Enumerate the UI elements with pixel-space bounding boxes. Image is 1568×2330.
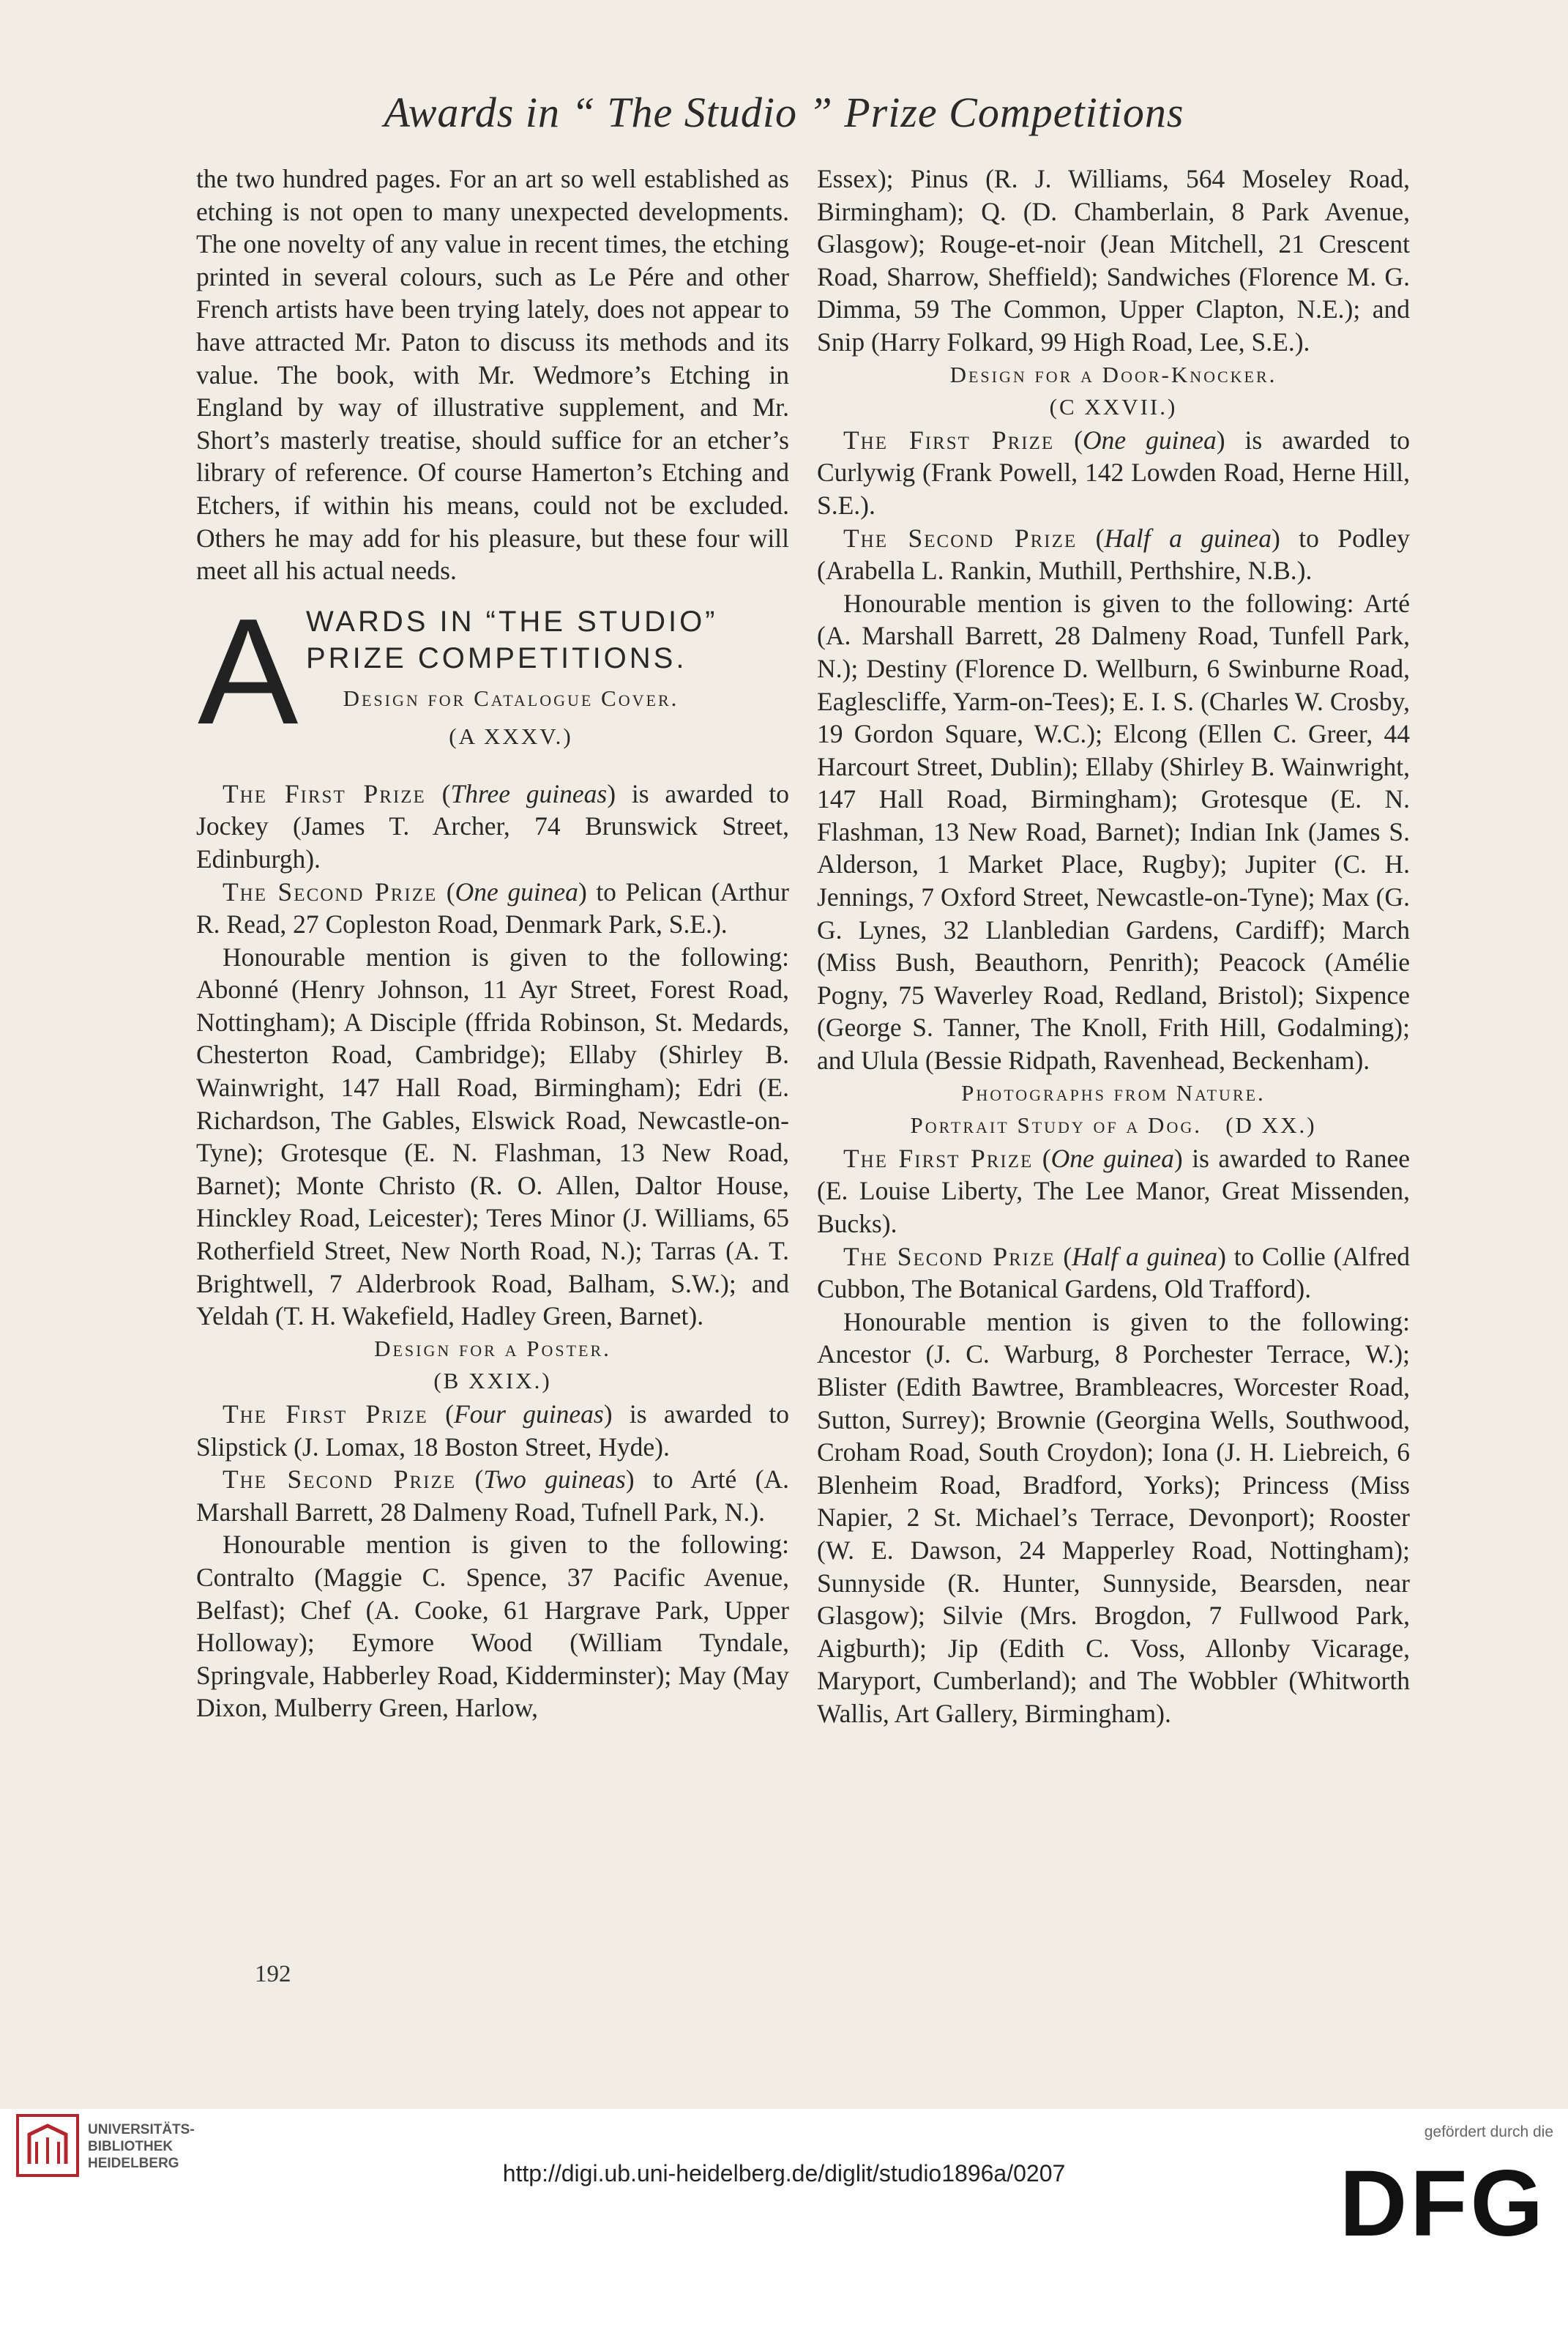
poster-heading: Design for a Poster. — [374, 1335, 611, 1361]
photo-subheading — [817, 1109, 1410, 1142]
headline-line-1: WARDS IN “THE STUDIO” — [306, 605, 718, 638]
intro-paragraph: the two hundred pages. For an art so well established as etching is not open to many unexpected developments. The one novelty of any value in recent times, the etching printed in several colours, such as Le Pére and other French artists have been trying lately, does not appear to have attracted Mr. Paton to discuss its methods and its value. The book, with Mr. Wedmore’s Etching in England by way of illustrative supplement, and Mr. Short’s masterly treatise, should suffice for an etcher’s library of reference. Of course Hamerton’s Etching and Etchers, if within his means, could not be excluded. Others he may add for his pleasure, but these four will meet all his actual needs. — [196, 164, 789, 586]
photo-second-prize: The Second Prize (Half a guinea) to Collie (Alfred Cubbon, The Botanical Gardens, Old Trafford). — [817, 1241, 1411, 1304]
poster-code: (B XXIX.) — [433, 1368, 552, 1394]
poster-first-prize: The First Prize (Four guineas) is awarded to Slipstick (J. Lomax, 18 Boston Street, Hyde). — [196, 1399, 790, 1462]
section-headline — [196, 587, 789, 778]
left-column — [196, 163, 789, 1724]
photo-heading: Photographs from Nature. — [961, 1079, 1266, 1106]
prize-label: The Second Prize — [843, 1241, 1056, 1271]
prize-amount: One guinea — [1050, 1143, 1174, 1173]
prize-amount: One guinea — [455, 876, 578, 907]
prize-text: to Podley (Arabella L. Rankin, Muthill, Perthshire, N.B.). — [817, 523, 1411, 586]
catalogue-second-prize: The Second Prize (One guinea) to Pelican (Arthur R. Read, 27 Copleston Road, Denmark Park, S.E.). — [196, 876, 789, 939]
knocker-code: (C XXVII.) — [1049, 394, 1178, 420]
prize-text: to Collie (Alfred Cubbon, The Botanical Gardens, Old Trafford). — [817, 1241, 1411, 1304]
knocker-honourable-mention: Honourable mention is given to the following: Arté (A. Marshall Barrett, 28 Dalmeny Road, Tunfell Park, N.); Destiny (Florence D. Wellburn, 6 Swinburne Road, Eaglescliffe, Yarm-on-Tees); E. I. S. (Charles W. Crosby, 19 Gordon Square, W.C.); Elcong (Ellen C. Greer, 44 Harcourt Street, Dublin); Ellaby (Shirley B. Wainwright, 147 Hall Road, Birmingham); Grotesque (E. N. Flashman, 13 New Road, Barnet); Indian Ink (James S. Alderson, 1 Market Place, Rugby); Jupiter (C. H. Jennings, 7 Oxford Street, Newcastle-on-Tyne); Max (G. G. Lynes, 32 Llanbledian Gardens, Cardiff); March (Miss Bush, Beauthorn, Penrith); Peacock (Amélie Pogny, 75 Waverley Road, Redland, Bristol); Sixpence (George S. Tanner, The Knoll, Frith Hill, Godalming); and Ulula (Bessie Ridpath, Ravenhead, Beckenham). — [817, 588, 1410, 1076]
prize-text: to Pelican (Arthur R. Read, 27 Copleston Road, Denmark Park, S.E.). — [196, 876, 789, 939]
knocker-second-prize: The Second Prize (Half a guinea) to Podley (Arabella L. Rankin, Muthill, Perthshire, N.B.). — [817, 523, 1411, 586]
prize-label: The Second Prize — [223, 1464, 457, 1495]
running-head: Awards in “ The Studio ” Prize Competitions — [384, 89, 1184, 136]
right-column — [817, 163, 1410, 1730]
catalogue-honourable-mention: Honourable mention is given to the following: Abonné (Henry Johnson, 11 Ayr Street, Forest Road, Nottingham); A Disciple (ffrida Robinson, St. Medards, Chesterton Road, Cambridge); Ellaby (Shirley B. Wainwright, 147 Hall Road, Birmingham); Edri (E. Richardson, The Gables, Elswick Road, Newcastle-on-Tyne); Grotesque (E. N. Flashman, 13 New Road, Barnet); Monte Christo (R. O. Allen, Daltor House, Hinckley Road, Leicester); Teres Minor (J. Williams, 65 Rotherfield Street, New North Road, N.); Tarras (A. T. Brightwell, 7 Alderbrook Road, Balham, S.W.); and Yeldah (T. H. Wakefield, Hadley Green, Barnet). — [196, 942, 789, 1331]
photo-first-prize: The First Prize (One guinea) is awarded to Ranee (E. Louise Liberty, The Lee Manor, Great Missenden, Bucks). — [817, 1143, 1410, 1238]
prize-label: The Second Prize — [843, 523, 1078, 553]
prize-text: is awarded to Slipstick (J. Lomax, 18 Boston Street, Hyde). — [196, 1399, 790, 1462]
prize-text: is awarded to Jockey (James T. Archer, 74 Brunswick Street, Edinburgh). — [196, 778, 789, 874]
prize-amount: Half a guinea — [1104, 523, 1272, 553]
prize-label: The First Prize — [843, 1143, 1034, 1173]
prize-amount: Three guineas — [450, 778, 608, 808]
prize-label: The Second Prize — [223, 876, 438, 907]
catalogue-heading: Design for Catalogue Cover. — [343, 685, 679, 711]
prize-amount: Two guineas — [483, 1464, 626, 1495]
dfg-logo[interactable]: DFG — [1339, 2151, 1546, 2256]
drop-cap: A — [198, 587, 299, 756]
catalogue-first-prize: The First Prize (Three guineas) is awarded to Jockey (James T. Archer, 74 Brunswick Street, Edinburgh). — [196, 778, 789, 874]
source-url-link[interactable]: http://digi.ub.uni-heidelberg.de/diglit/studio1896a/0207 — [502, 2160, 1066, 2186]
prize-text: to Arté (A. Marshall Barrett, 28 Dalmeny Road, Tufnell Park, N.). — [196, 1464, 789, 1527]
photo-code: (D XX.) — [1225, 1112, 1317, 1139]
poster-honourable-continued: Essex); Pinus (R. J. Williams, 564 Moseley Road, Birmingham); Q. (D. Chamberlain, 8 Park Avenue, Glasgow); Rouge-et-noir (Jean Mitchell, 21 Crescent Road, Sharrow, Sheffield); Sandwiches (Florence M. G. Dimma, 59 The Common, Upper Clapton, N.E.); and Snip (Harry Folkard, 99 High Road, Lee, S.E.). — [817, 164, 1410, 357]
prize-amount: One guinea — [1082, 425, 1217, 455]
page-number: 192 — [255, 1961, 291, 1987]
catalogue-code: (A XXXV.) — [449, 723, 573, 750]
poster-second-prize: The Second Prize (Two guineas) to Arté (A. Marshall Barrett, 28 Dalmeny Road, Tufnell Park, N.). — [196, 1464, 789, 1527]
headline-line-2: PRIZE COMPETITIONS. — [306, 641, 687, 674]
prize-amount: Half a guinea — [1072, 1241, 1218, 1271]
prize-label: The First Prize — [223, 778, 426, 808]
prize-label: The First Prize — [223, 1399, 428, 1429]
prize-label: The First Prize — [843, 425, 1055, 455]
knocker-first-prize: The First Prize (One guinea) is awarded to Curlywig (Frank Powell, 142 Lowden Road, Herne Hill, S.E.). — [817, 425, 1411, 520]
prize-text: is awarded to Ranee (E. Louise Liberty, The Lee Manor, Great Missenden, Bucks). — [817, 1143, 1410, 1238]
photo-honourable-mention: Honourable mention is given to the following: Ancestor (J. C. Warburg, 8 Porchester Terrace, W.); Blister (Edith Bawtree, Brambleacres, Worcester Road, Sutton, Surrey); Brownie (Georgina Wells, Southwood, Croham Road, South Croydon); Iona (J. H. Liebreich, 6 Blenheim Road, Bradford, Yorks); Princess (Miss Napier, 2 St. Michael’s Terrace, Devonport); Rooster (W. E. Dawson, 24 Mapperley Road, Nottingham); Sunnyside (R. Hunter, Sunnyside, Bearsden, near Glasgow); Silvie (Mrs. Brogdon, 7 Fullwood Park, Aigburth); Jip (Edith C. Voss, Allonby Vicarage, Maryport, Cumberland); and The Wobbler (Whitworth Wallis, Art Gallery, Birmingham). — [817, 1306, 1410, 1728]
poster-honourable-mention: Honourable mention is given to the following: Contralto (Maggie C. Spence, 37 Pacific Avenue, Belfast); Chef (A. Cooke, 61 Hargrave Park, Upper Holloway); Eymore Wood (William Tyndale, Springvale, Habberley Road, Kidderminster); May (May Dixon, Mulberry Green, Harlow, — [196, 1530, 789, 1723]
library-name-text: UNIVERSITÄTS- BIBLIOTHEK HEIDELBERG — [88, 2122, 195, 2171]
prize-text: is awarded to Curlywig (Frank Powell, 142 Lowden Road, Herne Hill, S.E.). — [817, 425, 1411, 520]
knocker-heading: Design for a Door-Knocker. — [949, 361, 1277, 387]
photo-subheading-text: Portrait Study of a Dog. — [910, 1112, 1202, 1139]
funder-caption: gefördert durch die — [1424, 2124, 1553, 2140]
prize-amount: Four guineas — [453, 1399, 604, 1429]
